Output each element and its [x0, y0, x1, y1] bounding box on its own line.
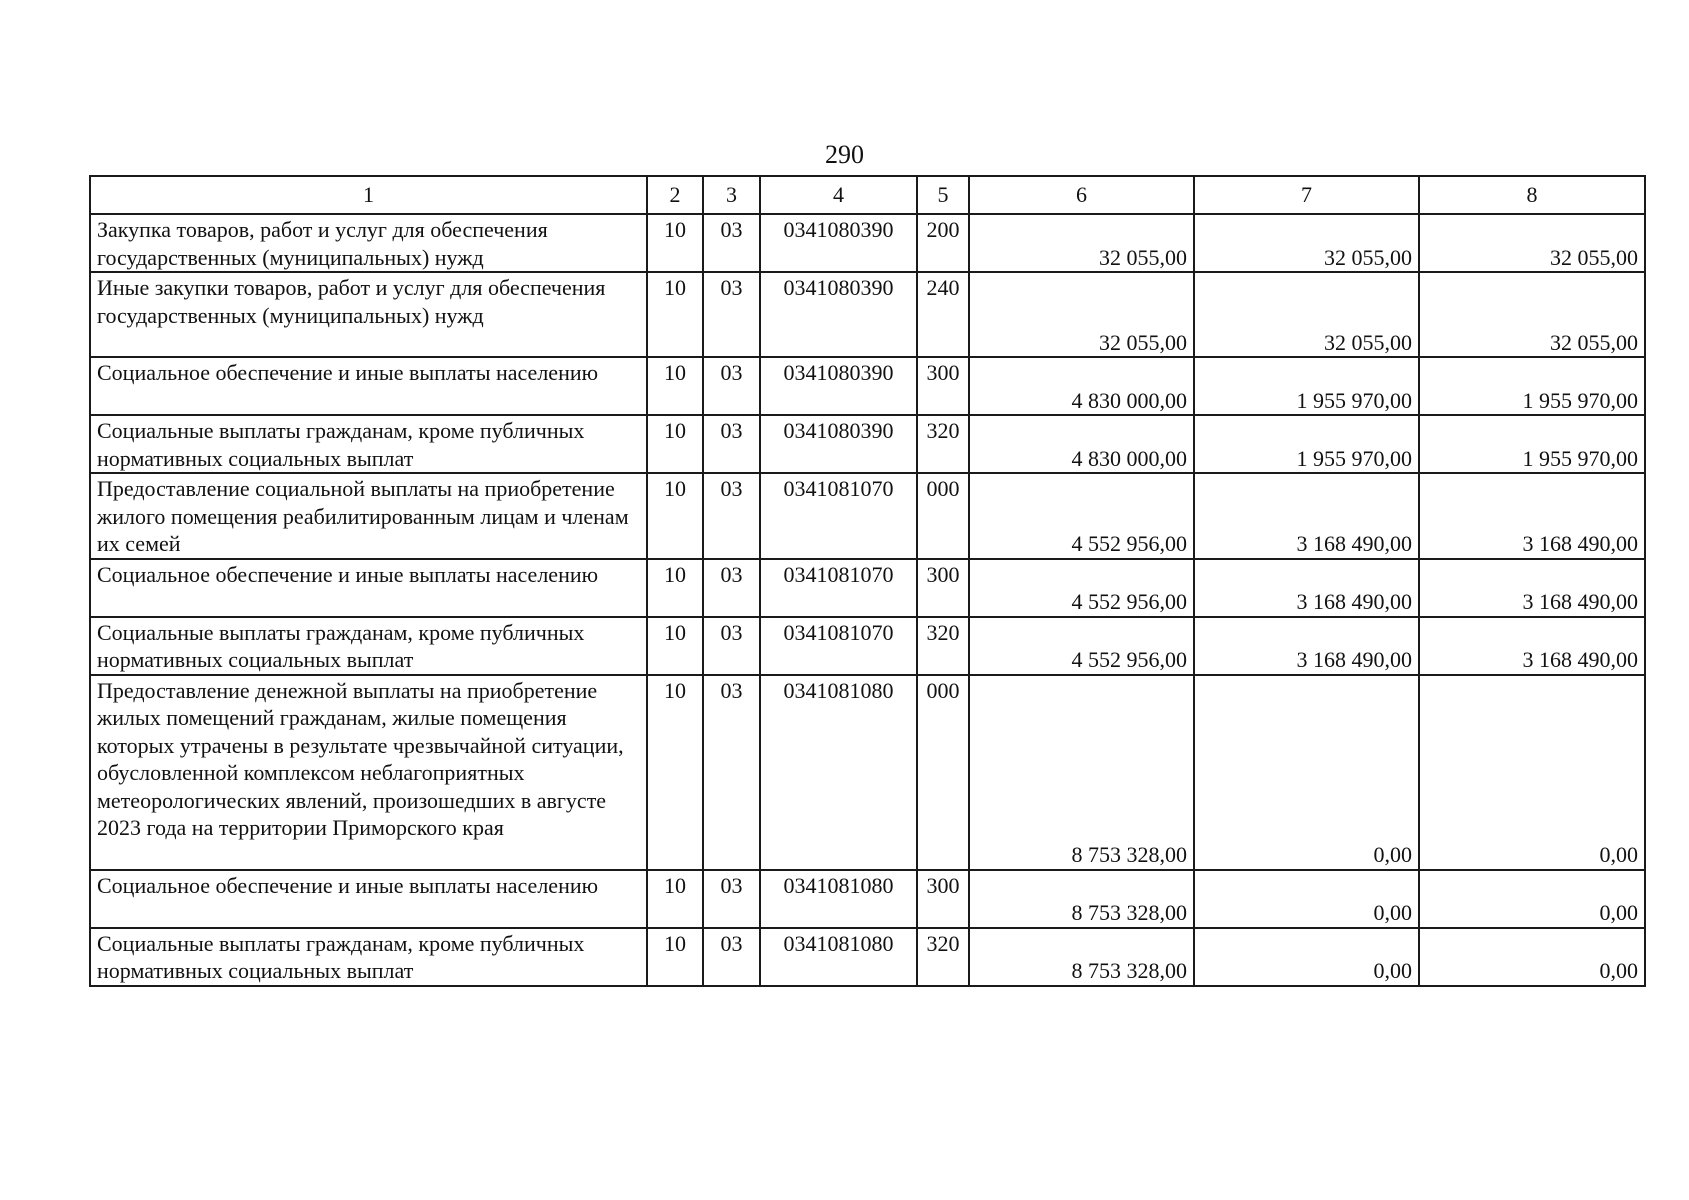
section-code: 10 — [647, 617, 703, 675]
amount-column-8: 32 055,00 — [1419, 214, 1645, 272]
expense-name: Предоставление социальной выплаты на приобретение жилого помещения реабилитированным лицам и членам их семей — [90, 473, 647, 559]
column-number: 3 — [703, 176, 760, 214]
amount-column-7: 3 168 490,00 — [1194, 617, 1419, 675]
amount-column-8: 0,00 — [1419, 675, 1645, 870]
column-number: 8 — [1419, 176, 1645, 214]
amount-column-7: 3 168 490,00 — [1194, 559, 1419, 617]
table-row — [90, 617, 1645, 675]
section-code: 10 — [647, 559, 703, 617]
amount-column-8: 32 055,00 — [1419, 272, 1645, 357]
section-code: 10 — [647, 357, 703, 415]
table-row — [90, 870, 1645, 928]
target-article-code: 0341080390 — [760, 272, 917, 357]
expense-name: Социальное обеспечение и иные выплаты населению — [90, 559, 647, 617]
amount-column-6: 32 055,00 — [969, 214, 1194, 272]
amount-column-6: 4 552 956,00 — [969, 617, 1194, 675]
column-number: 5 — [917, 176, 969, 214]
section-code: 10 — [647, 272, 703, 357]
table-row — [90, 473, 1645, 559]
amount-column-6: 4 552 956,00 — [969, 473, 1194, 559]
section-code: 10 — [647, 675, 703, 870]
expense-type-code: 300 — [917, 870, 969, 928]
amount-column-7: 0,00 — [1194, 870, 1419, 928]
section-code: 10 — [647, 928, 703, 986]
amount-column-7: 0,00 — [1194, 928, 1419, 986]
expense-type-code: 320 — [917, 415, 969, 473]
table-row — [90, 675, 1645, 870]
amount-column-7: 0,00 — [1194, 675, 1419, 870]
amount-column-6: 4 830 000,00 — [969, 357, 1194, 415]
page-number: 290 — [825, 140, 864, 169]
expense-type-code: 320 — [917, 928, 969, 986]
expense-name: Иные закупки товаров, работ и услуг для обеспечения государственных (муниципальных) нужд — [90, 272, 647, 357]
expense-type-code: 200 — [917, 214, 969, 272]
expense-name: Предоставление денежной выплаты на приобретение жилых помещений гражданам, жилые помещения которых утрачены в результате чрезвычайной ситуации, обусловленной комплексом неблагоприятных метеорологических явлений, произошедших в августе 2023 года на территории Приморского края — [90, 675, 647, 870]
subsection-code: 03 — [703, 675, 760, 870]
amount-column-7: 1 955 970,00 — [1194, 415, 1419, 473]
table-row — [90, 415, 1645, 473]
target-article-code: 0341080390 — [760, 357, 917, 415]
table-row — [90, 272, 1645, 357]
expense-type-code: 320 — [917, 617, 969, 675]
subsection-code: 03 — [703, 415, 760, 473]
amount-column-8: 1 955 970,00 — [1419, 357, 1645, 415]
section-code: 10 — [647, 473, 703, 559]
target-article-code: 0341080390 — [760, 214, 917, 272]
subsection-code: 03 — [703, 617, 760, 675]
column-number: 1 — [90, 176, 647, 214]
expense-name: Социальное обеспечение и иные выплаты населению — [90, 357, 647, 415]
target-article-code: 0341081080 — [760, 675, 917, 870]
target-article-code: 0341081080 — [760, 870, 917, 928]
expense-type-code: 240 — [917, 272, 969, 357]
table-row — [90, 357, 1645, 415]
subsection-code: 03 — [703, 928, 760, 986]
column-number: 2 — [647, 176, 703, 214]
target-article-code: 0341081070 — [760, 473, 917, 559]
expense-type-code: 300 — [917, 559, 969, 617]
table-row — [90, 928, 1645, 986]
amount-column-8: 1 955 970,00 — [1419, 415, 1645, 473]
subsection-code: 03 — [703, 473, 760, 559]
column-number: 6 — [969, 176, 1194, 214]
expense-name: Социальные выплаты гражданам, кроме публичных нормативных социальных выплат — [90, 928, 647, 986]
amount-column-6: 8 753 328,00 — [969, 675, 1194, 870]
expense-name: Социальное обеспечение и иные выплаты населению — [90, 870, 647, 928]
amount-column-8: 3 168 490,00 — [1419, 617, 1645, 675]
subsection-code: 03 — [703, 214, 760, 272]
expense-type-code: 300 — [917, 357, 969, 415]
target-article-code: 0341081080 — [760, 928, 917, 986]
target-article-code: 0341081070 — [760, 617, 917, 675]
amount-column-8: 0,00 — [1419, 870, 1645, 928]
column-number: 4 — [760, 176, 917, 214]
column-number: 7 — [1194, 176, 1419, 214]
amount-column-7: 3 168 490,00 — [1194, 473, 1419, 559]
amount-column-6: 4 830 000,00 — [969, 415, 1194, 473]
amount-column-8: 0,00 — [1419, 928, 1645, 986]
amount-column-6: 8 753 328,00 — [969, 870, 1194, 928]
target-article-code: 0341080390 — [760, 415, 917, 473]
amount-column-6: 32 055,00 — [969, 272, 1194, 357]
amount-column-8: 3 168 490,00 — [1419, 559, 1645, 617]
expense-type-code: 000 — [917, 675, 969, 870]
table-row — [90, 559, 1645, 617]
section-code: 10 — [647, 415, 703, 473]
amount-column-7: 1 955 970,00 — [1194, 357, 1419, 415]
amount-column-7: 32 055,00 — [1194, 214, 1419, 272]
section-code: 10 — [647, 870, 703, 928]
expense-type-code: 000 — [917, 473, 969, 559]
subsection-code: 03 — [703, 272, 760, 357]
amount-column-8: 3 168 490,00 — [1419, 473, 1645, 559]
expense-name: Социальные выплаты гражданам, кроме публичных нормативных социальных выплат — [90, 617, 647, 675]
section-code: 10 — [647, 214, 703, 272]
expense-name: Социальные выплаты гражданам, кроме публичных нормативных социальных выплат — [90, 415, 647, 473]
expense-name: Закупка товаров, работ и услуг для обеспечения государственных (муниципальных) нужд — [90, 214, 647, 272]
subsection-code: 03 — [703, 870, 760, 928]
table-row — [90, 214, 1645, 272]
amount-column-6: 8 753 328,00 — [969, 928, 1194, 986]
subsection-code: 03 — [703, 559, 760, 617]
subsection-code: 03 — [703, 357, 760, 415]
amount-column-7: 32 055,00 — [1194, 272, 1419, 357]
budget-table — [89, 175, 1646, 987]
amount-column-6: 4 552 956,00 — [969, 559, 1194, 617]
target-article-code: 0341081070 — [760, 559, 917, 617]
column-number-row — [90, 176, 1645, 214]
